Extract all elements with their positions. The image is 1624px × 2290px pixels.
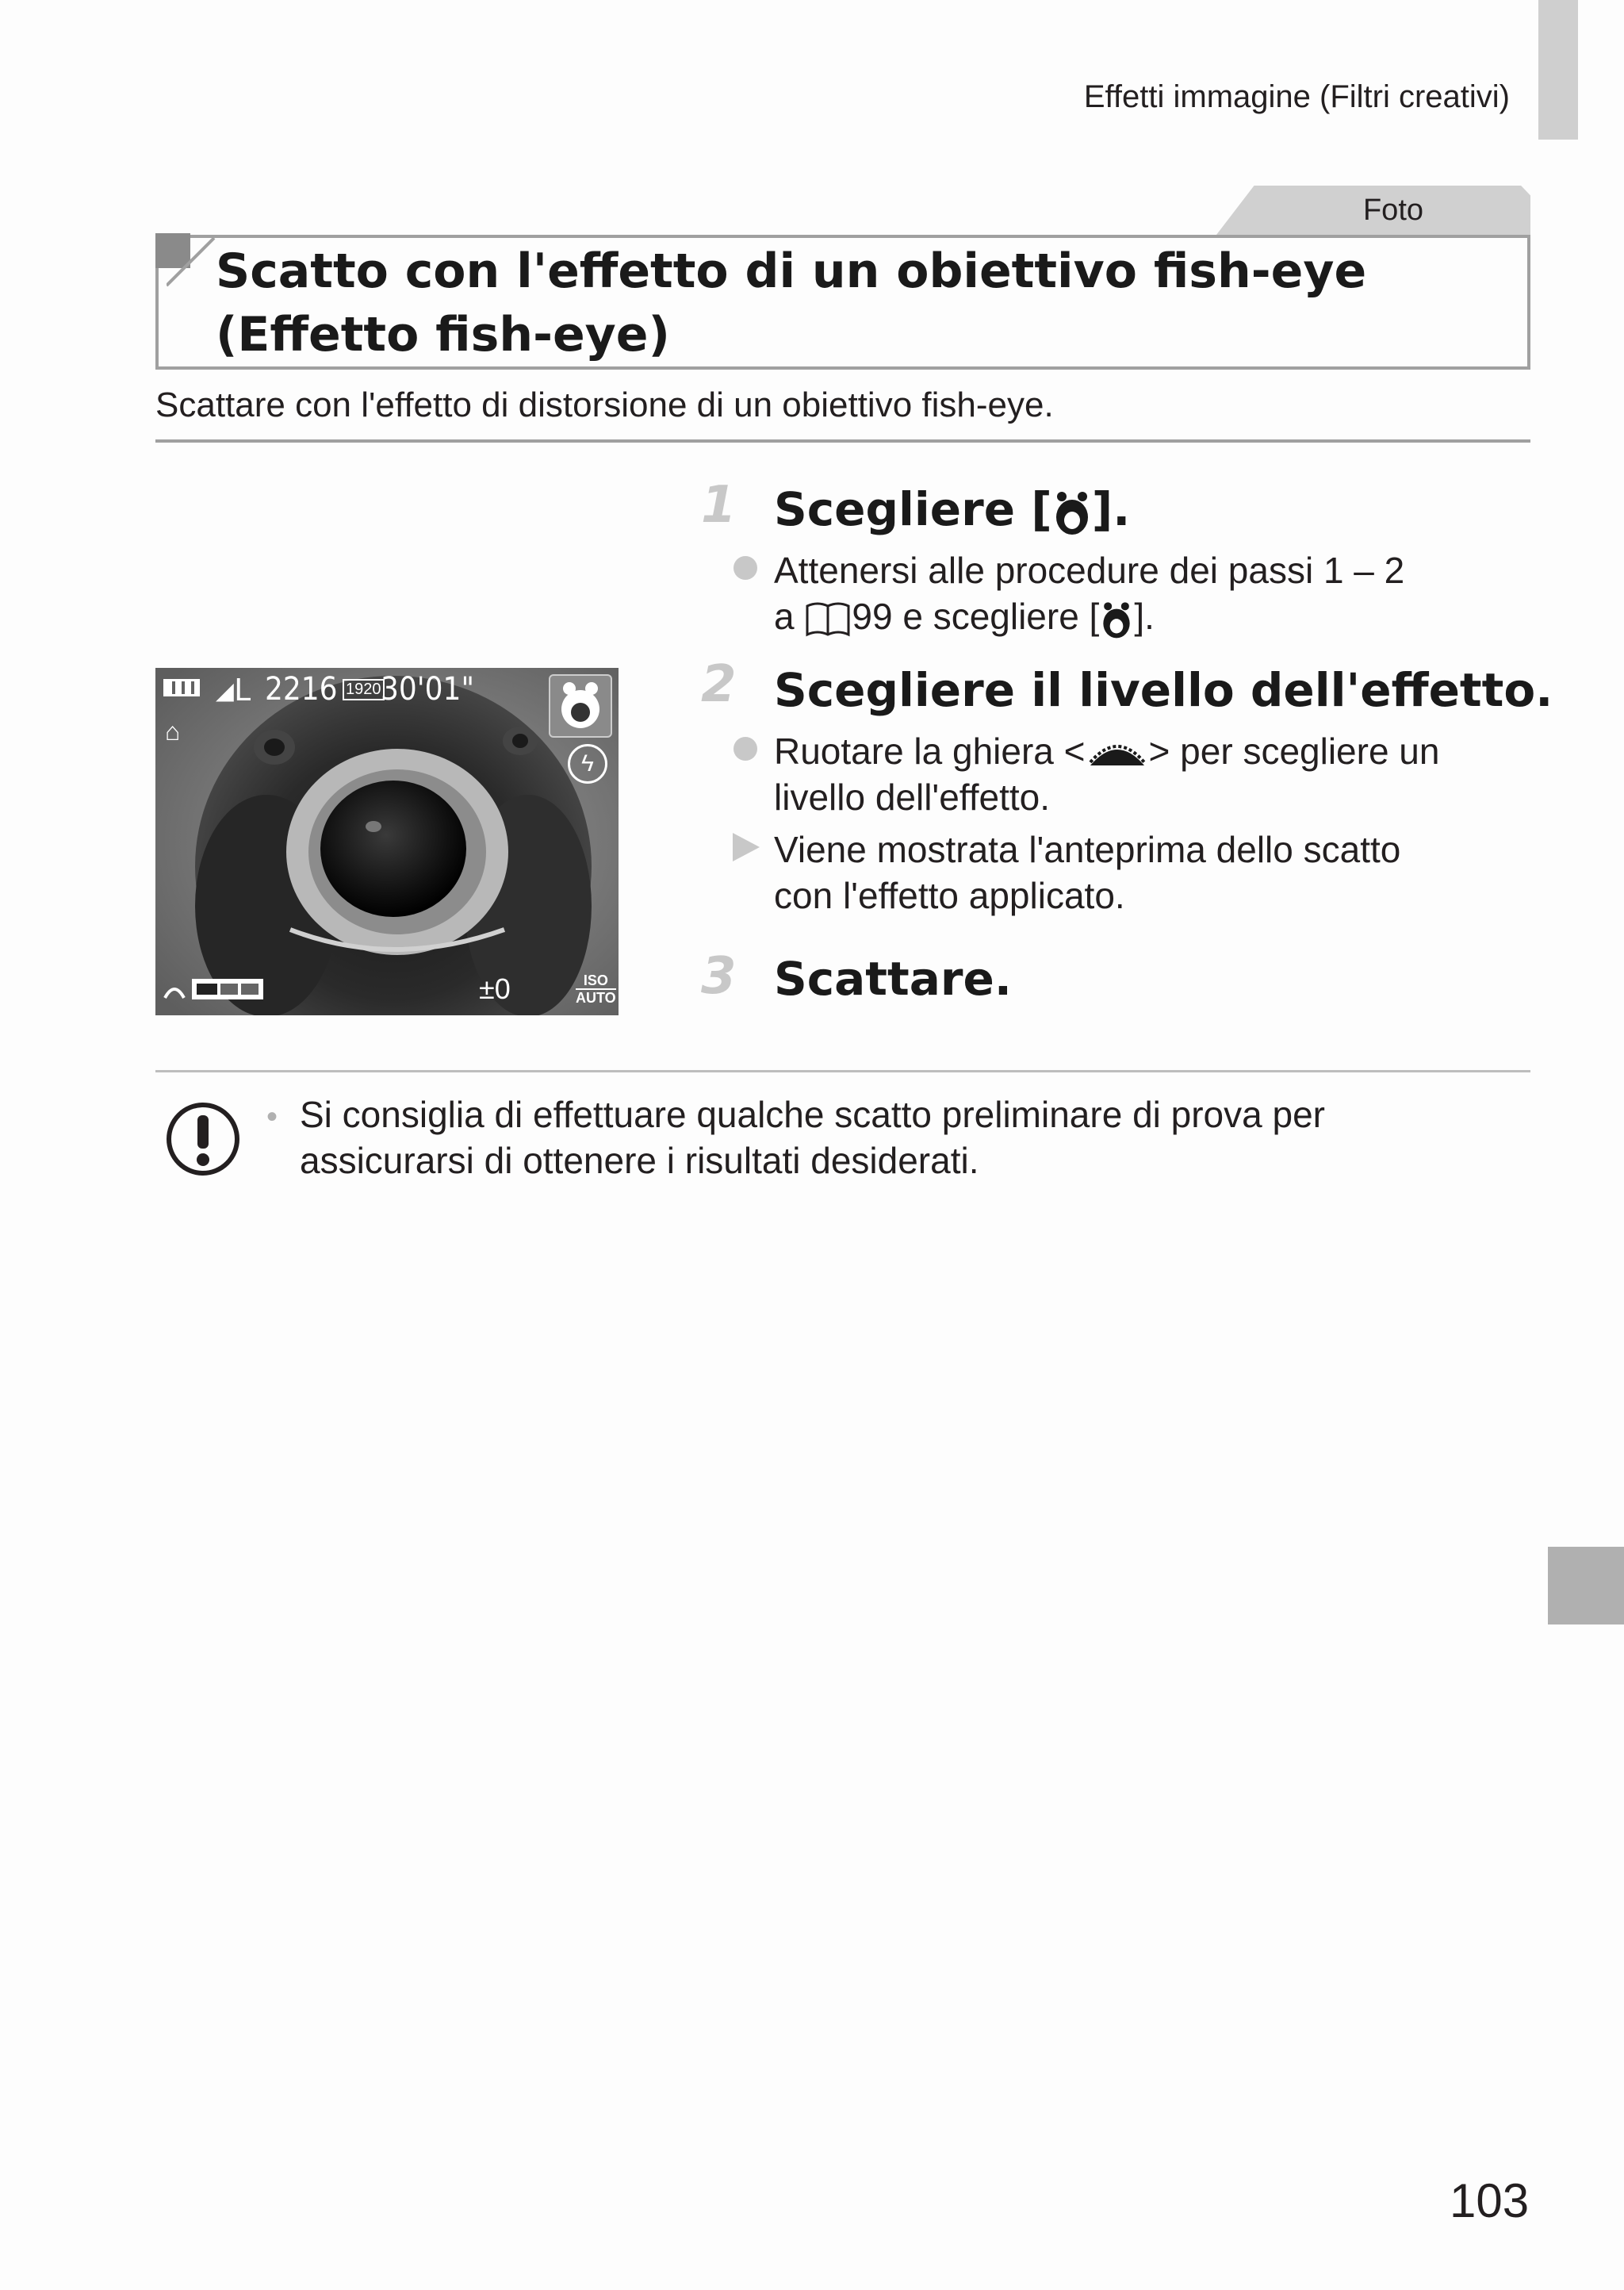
note-bullet: • xyxy=(266,1099,278,1134)
iso-label: ISO xyxy=(576,972,616,990)
mode-tab-label: Foto xyxy=(1362,194,1424,227)
bullet-dot-icon xyxy=(730,733,761,765)
step-2-result-line1: Viene mostrata l'anteprima dello scatto xyxy=(774,829,1401,870)
caution-icon xyxy=(165,1101,241,1177)
recording-time: 30'01" xyxy=(381,671,474,708)
step-1-instruction-a: a xyxy=(774,596,805,637)
page-number: 103 xyxy=(1450,2174,1530,2227)
bullet-dot-icon xyxy=(730,552,761,584)
step-1-number: 1 xyxy=(701,476,737,535)
result-arrow-icon xyxy=(730,831,761,863)
step-1-instruction-b: e scegliere [ xyxy=(892,596,1100,637)
caution-note-line1: Si consiglia di effettuare qualche scatto preliminare di prova per xyxy=(300,1094,1325,1135)
section-title-line2: (Effetto fish-eye) xyxy=(216,307,670,362)
step-2-result-line2: con l'effetto applicato. xyxy=(774,875,1125,916)
step-2-number: 2 xyxy=(701,655,737,714)
step-1-instruction-c: ]. xyxy=(1134,596,1155,637)
step-3-title: Scattare. xyxy=(774,952,1012,1006)
caution-note xyxy=(300,1091,1325,1183)
image-quality-icon: ◢L xyxy=(216,673,252,708)
fisheye-effect-icon xyxy=(1052,489,1092,536)
shots-remaining: 2216 xyxy=(265,671,338,708)
section-title xyxy=(216,240,1366,366)
step-3-number: 3 xyxy=(701,947,737,1006)
battery-icon xyxy=(163,679,200,696)
step-1-instruction-line1: Attenersi alle procedure dei passi 1 – 2 xyxy=(774,550,1405,591)
divider xyxy=(155,439,1530,443)
step-2-instruction-line2: livello dell'effetto. xyxy=(774,777,1051,818)
section-subtitle: Scattare con l'effetto di distorsione di un obiettivo fish-eye. xyxy=(155,386,1054,424)
step-2-instruction-b: > per scegliere un xyxy=(1148,731,1440,772)
effect-level-indicator xyxy=(163,974,266,1003)
step-1-title xyxy=(774,482,1130,536)
fisheye-mode-icon xyxy=(549,674,612,738)
divider xyxy=(155,1070,1530,1072)
section-title-line1: Scatto con l'effetto di un obiettivo fish-eye xyxy=(216,244,1367,299)
running-head: Effetti immagine (Filtri creativi) xyxy=(1083,79,1510,114)
caution-note-line2: assicurarsi di ottenere i risultati desiderati. xyxy=(300,1140,979,1181)
step-1-title-suffix: ]. xyxy=(1091,482,1131,536)
camera-screen-image xyxy=(155,668,619,1015)
iso-mode: AUTO xyxy=(576,990,616,1006)
step-2-instruction-a: Ruotare la ghiera < xyxy=(774,731,1086,772)
book-reference-icon xyxy=(804,601,852,638)
step-1-instruction-line2 xyxy=(774,593,1155,639)
control-dial-icon xyxy=(1086,738,1149,770)
flash-off-icon: ϟ xyxy=(568,744,607,784)
exposure-value: ±0 xyxy=(479,972,511,1005)
page-reference: 99 xyxy=(852,596,893,637)
fisheye-effect-icon xyxy=(1099,600,1134,639)
chapter-edge-tab xyxy=(1538,0,1578,140)
movie-size-icon: 1920 xyxy=(343,679,385,700)
step-1-title-prefix: Scegliere [ xyxy=(774,482,1052,536)
chapter-index-tab xyxy=(1548,1547,1624,1624)
iso-indicator xyxy=(576,972,616,1006)
step-2-instruction-line1 xyxy=(774,728,1439,774)
step-2-title: Scegliere il livello dell'effetto. xyxy=(774,663,1553,717)
ae-lock-icon: ⌂ xyxy=(165,717,181,746)
